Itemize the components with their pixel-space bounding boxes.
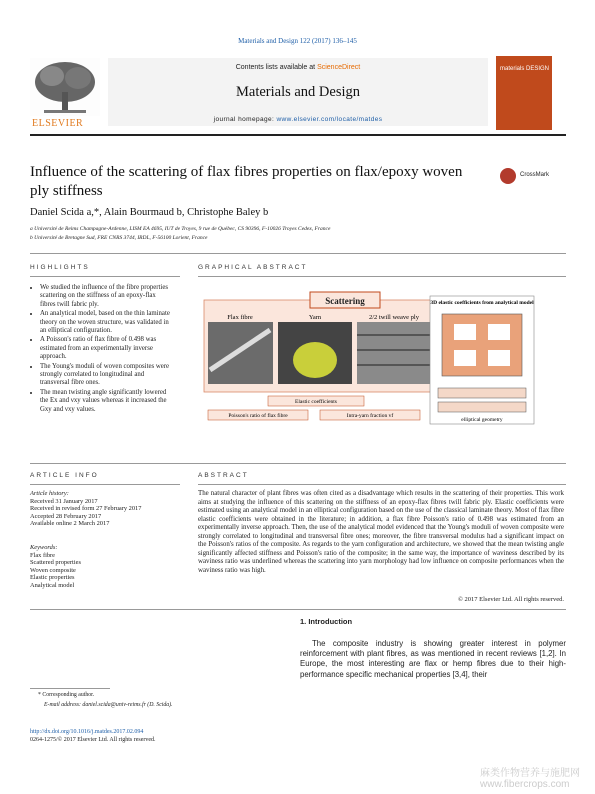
footnote-divider xyxy=(30,688,110,689)
keyword: Elastic properties xyxy=(30,574,75,582)
journal-homepage xyxy=(108,116,488,123)
divider xyxy=(30,609,566,610)
journal-title: Materials and Design xyxy=(235,84,361,100)
ga-elastic-label: Elastic coefficients xyxy=(295,399,337,405)
highlight-item: • The mean twisting angle significantly lowered the Ex and νxy values whereas it increased the Gxy and νxy values. xyxy=(40,389,170,414)
ga-panel-label: 2/2 twill weave ply xyxy=(368,314,420,321)
journal-cover-text: materials DESIGN xyxy=(500,66,550,72)
article-history xyxy=(30,490,180,528)
affiliation-a: a Université de Reims Champagne-Ardenne, LISM EA 4695, IUT de Troyes, 9 rue de Québec, CS 90396, F-10026 Troyes Cedex, France xyxy=(30,226,331,232)
divider xyxy=(30,253,566,254)
abstract-text: The natural character of plant fibres was often cited as a disadvantage which results in the scattering of their properties. This work aims at studying the influence of this scattering on the stiffness of an epoxy-flax fibres twill fabric ply. Elastic coefficients were estimated using an analytical model in an elliptical configuration based on the use of the classical laminate theory. Most of flax fibre elastic coefficients were obtained in the literature; in addition, a flax fibre Poisson's ratio of 0.498 was estimated from an experimentally inverse approach. Then, the use of the analytical model evidenced that the Young's moduli of woven composite were strongly correlated to longitudinal and transversal fibre ones; moreover, the fibre transversal modulus had a significant impact on the Poisson's ratios of the composite. As regards to the yarn configuration and architecture, we showed that the mean twisting angle significantly affected stiffness and Poisson's ratio of the composite; in the same way, the importance of waviness described by its waviness ratio was underlined whereas the scattering into yarn morphology had low influence on composite performances when the waviness ratio was high. xyxy=(198,490,564,574)
crossmark-icon[interactable] xyxy=(500,168,516,184)
ga-geometry-label: elliptical geometry xyxy=(461,417,503,423)
corresponding-author-note: * Corresponding author. xyxy=(38,692,95,698)
ga-panel-label: Flax fibre xyxy=(227,314,253,321)
article-info-heading: ARTICLE INFO xyxy=(30,472,99,479)
ga-panel-label: Yarn xyxy=(308,314,322,321)
homepage-link[interactable]: www.elsevier.com/locate/matdes xyxy=(276,116,383,123)
contents-line xyxy=(108,64,488,71)
highlight-item: • An analytical model, based on the thin laminate theory on the woven structure, was validated in an elliptical configuration. xyxy=(40,310,170,335)
ga-fraction-label: Intra-yarn fraction vf xyxy=(346,413,394,419)
history-item: Available online 2 March 2017 xyxy=(30,520,110,528)
copyright: © 2017 Elsevier Ltd. All rights reserved. xyxy=(457,596,564,603)
header-divider xyxy=(30,134,566,136)
article-title: Influence of the scattering of flax fibres properties on flax/epoxy woven ply stiffness xyxy=(30,164,463,199)
author-list: Daniel Scida a,*, Alain Bourmaud b, Christophe Baley b xyxy=(30,207,269,218)
ga-scattering-label: Scattering xyxy=(325,296,365,306)
history-item: Received in revised form 27 February 2017 xyxy=(30,505,142,513)
divider xyxy=(30,276,180,277)
divider xyxy=(30,484,180,485)
watermark: 麻类作物营养与施肥网 www.fibercrops.com xyxy=(480,768,580,790)
keywords-label: Keywords: xyxy=(30,544,58,551)
introduction-text: The composite industry is showing greater interest in polymer reinforcement with plant fibres, as was mentioned in recent reviews [1,2]. In Europe, the most interesting are flax or hemp fibres due to their high-performance specific mechanical properties [3,4], their xyxy=(300,639,566,679)
sciencedirect-link[interactable]: ScienceDirect xyxy=(317,64,361,71)
doi-block xyxy=(30,728,156,744)
keyword: Flax fibre xyxy=(30,551,56,559)
history-label: Article history: xyxy=(30,490,69,497)
abstract-heading: ABSTRACT xyxy=(198,472,249,479)
publisher-logo-text: ELSEVIER xyxy=(32,118,84,129)
highlight-item: • We studied the influence of the fibre properties scattering on the stiffness of an epoxy-flax fibres twill fabric ply. xyxy=(40,284,170,309)
homepage-prefix: journal homepage: xyxy=(213,116,277,123)
affiliation-b: b Université de Bretagne Sud, FRE CNRS 3744, IRDL, F-56100 Lorient, France xyxy=(30,235,208,241)
graphical-abstract-heading: GRAPHICAL ABSTRACT xyxy=(198,264,308,271)
crossmark-label[interactable]: CrossMark xyxy=(520,172,550,178)
divider xyxy=(198,484,566,485)
email-note[interactable]: E-mail address: daniel.scida@univ-reims.fr (D. Scida). xyxy=(44,702,173,708)
doi-link[interactable]: http://dx.doi.org/10.1016/j.matdes.2017.02.094 xyxy=(30,729,144,735)
keywords xyxy=(30,544,180,590)
journal-reference[interactable]: Materials and Design 122 (2017) 136–145 xyxy=(238,37,357,45)
keyword: Woven composite xyxy=(30,566,76,574)
ga-model-title: 3D elastic coefficients from analytical model xyxy=(430,300,534,306)
highlights-list xyxy=(30,284,170,415)
highlights-heading: HIGHLIGHTS xyxy=(30,264,90,271)
graphical-abstract-figure xyxy=(198,290,566,450)
ga-poisson-label: Poisson's ratio of flax fibre xyxy=(228,413,288,419)
divider xyxy=(30,463,566,464)
divider xyxy=(198,276,566,277)
keyword: Scattered properties xyxy=(30,559,81,567)
issn-line: 0264-1275/© 2017 Elsevier Ltd. All rights reserved. xyxy=(30,737,156,743)
history-item: Accepted 28 February 2017 xyxy=(30,512,102,520)
keyword: Analytical model xyxy=(30,581,75,589)
highlight-item: • A Poisson's ratio of flax fibre of 0.498 was estimated from an experimentally inverse approach. xyxy=(40,336,170,361)
history-item: Received 31 January 2017 xyxy=(30,497,98,505)
contents-prefix: Contents lists available at xyxy=(235,64,318,71)
highlight-item: • The Young's moduli of woven composites were strongly correlated to longitudinal and transversal fibre ones. xyxy=(40,363,170,388)
section-heading: 1. Introduction xyxy=(300,617,353,626)
